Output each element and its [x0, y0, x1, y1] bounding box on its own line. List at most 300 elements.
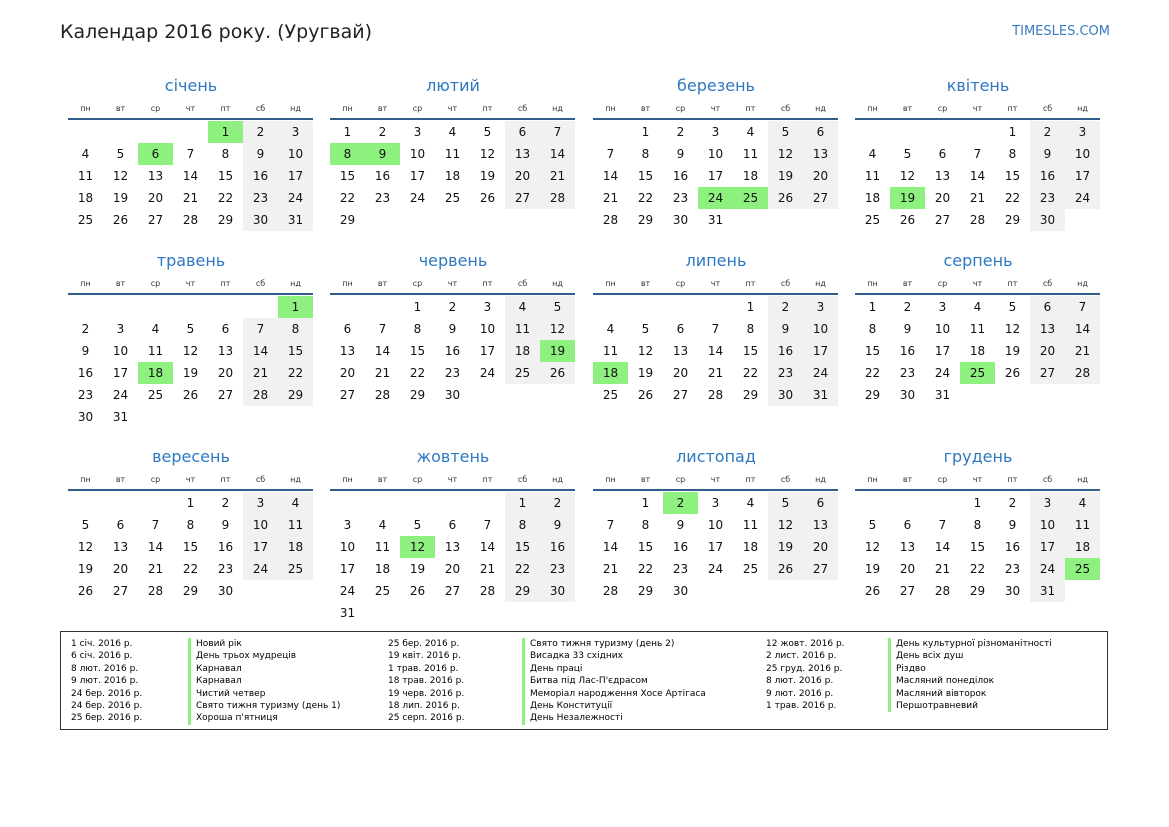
day-cell[interactable]: 11 [742, 147, 759, 161]
day-cell[interactable]: 26 [77, 584, 94, 598]
day-cell[interactable]: 10 [278, 143, 313, 165]
day-cell[interactable]: 25 [147, 388, 164, 402]
day-cell[interactable]: 27 [112, 584, 129, 598]
day-cell[interactable]: 21 [602, 191, 619, 205]
day-cell[interactable]: 13 [672, 344, 689, 358]
day-cell[interactable]: 30 [540, 580, 575, 602]
day-cell[interactable]: 1 [973, 496, 982, 510]
day-cell[interactable]: 30 [672, 584, 689, 598]
day-cell[interactable]: 23 [672, 191, 689, 205]
holiday-day[interactable]: 2 [663, 492, 698, 514]
day-cell[interactable]: 13 [934, 169, 951, 183]
day-cell[interactable]: 16 [1004, 540, 1021, 554]
day-cell[interactable]: 23 [672, 562, 689, 576]
day-cell[interactable]: 13 [112, 540, 129, 554]
day-cell[interactable]: 7 [186, 147, 195, 161]
day-cell[interactable]: 26 [479, 191, 496, 205]
day-cell[interactable]: 23 [444, 366, 461, 380]
day-cell[interactable]: 28 [374, 388, 391, 402]
day-cell[interactable]: 4 [378, 518, 387, 532]
day-cell[interactable]: 15 [409, 344, 426, 358]
holiday-day[interactable]: 6 [138, 143, 173, 165]
day-cell[interactable]: 13 [147, 169, 164, 183]
day-cell[interactable]: 5 [768, 121, 803, 143]
day-cell[interactable]: 2 [903, 300, 912, 314]
day-cell[interactable]: 16 [77, 366, 94, 380]
day-cell[interactable]: 20 [444, 562, 461, 576]
day-cell[interactable]: 8 [413, 322, 422, 336]
day-cell[interactable]: 3 [803, 296, 838, 318]
day-cell[interactable]: 11 [969, 322, 986, 336]
day-cell[interactable]: 1 [343, 125, 352, 139]
day-cell[interactable]: 15 [505, 536, 540, 558]
day-cell[interactable]: 29 [182, 584, 199, 598]
day-cell[interactable]: 17 [409, 169, 426, 183]
day-cell[interactable]: 6 [676, 322, 685, 336]
day-cell[interactable]: 25 [505, 362, 540, 384]
day-cell[interactable]: 22 [409, 366, 426, 380]
day-cell[interactable]: 21 [243, 362, 278, 384]
day-cell[interactable]: 8 [221, 147, 230, 161]
day-cell[interactable]: 14 [374, 344, 391, 358]
day-cell[interactable]: 1 [186, 496, 195, 510]
day-cell[interactable]: 13 [444, 540, 461, 554]
day-cell[interactable]: 26 [899, 213, 916, 227]
day-cell[interactable]: 22 [339, 191, 356, 205]
day-cell[interactable]: 18 [742, 169, 759, 183]
day-cell[interactable]: 10 [112, 344, 129, 358]
day-cell[interactable]: 6 [116, 518, 125, 532]
day-cell[interactable]: 3 [116, 322, 125, 336]
day-cell[interactable]: 13 [803, 514, 838, 536]
day-cell[interactable]: 2 [81, 322, 90, 336]
day-cell[interactable]: 26 [112, 213, 129, 227]
day-cell[interactable]: 24 [934, 366, 951, 380]
day-cell[interactable]: 19 [77, 562, 94, 576]
day-cell[interactable]: 21 [707, 366, 724, 380]
day-cell[interactable]: 8 [746, 322, 755, 336]
day-cell[interactable]: 15 [1004, 169, 1021, 183]
day-cell[interactable]: 29 [217, 213, 234, 227]
day-cell[interactable]: 23 [1004, 562, 1021, 576]
day-cell[interactable]: 17 [278, 165, 313, 187]
day-cell[interactable]: 8 [641, 147, 650, 161]
day-cell[interactable]: 16 [768, 340, 803, 362]
day-cell[interactable]: 25 [602, 388, 619, 402]
day-cell[interactable]: 22 [278, 362, 313, 384]
day-cell[interactable]: 13 [1030, 318, 1065, 340]
day-cell[interactable]: 26 [768, 187, 803, 209]
day-cell[interactable]: 16 [672, 169, 689, 183]
day-cell[interactable]: 24 [1030, 558, 1065, 580]
day-cell[interactable]: 11 [278, 514, 313, 536]
day-cell[interactable]: 4 [448, 125, 457, 139]
day-cell[interactable]: 7 [483, 518, 492, 532]
day-cell[interactable]: 29 [505, 580, 540, 602]
day-cell[interactable]: 1 [641, 125, 650, 139]
day-cell[interactable]: 8 [505, 514, 540, 536]
day-cell[interactable]: 8 [1008, 147, 1017, 161]
day-cell[interactable]: 7 [151, 518, 160, 532]
day-cell[interactable]: 15 [864, 344, 881, 358]
day-cell[interactable]: 31 [707, 213, 724, 227]
day-cell[interactable]: 19 [182, 366, 199, 380]
day-cell[interactable]: 23 [374, 191, 391, 205]
day-cell[interactable]: 2 [378, 125, 387, 139]
day-cell[interactable]: 5 [81, 518, 90, 532]
day-cell[interactable]: 23 [899, 366, 916, 380]
day-cell[interactable]: 16 [540, 536, 575, 558]
day-cell[interactable]: 20 [803, 165, 838, 187]
day-cell[interactable]: 10 [1030, 514, 1065, 536]
day-cell[interactable]: 19 [768, 536, 803, 558]
day-cell[interactable]: 4 [505, 296, 540, 318]
day-cell[interactable]: 8 [868, 322, 877, 336]
day-cell[interactable]: 30 [217, 584, 234, 598]
day-cell[interactable]: 22 [637, 191, 654, 205]
day-cell[interactable]: 30 [77, 410, 94, 424]
day-cell[interactable]: 15 [969, 540, 986, 554]
day-cell[interactable]: 1 [413, 300, 422, 314]
day-cell[interactable]: 7 [243, 318, 278, 340]
day-cell[interactable]: 6 [343, 322, 352, 336]
day-cell[interactable]: 23 [1030, 187, 1065, 209]
day-cell[interactable]: 25 [742, 562, 759, 576]
day-cell[interactable]: 6 [903, 518, 912, 532]
day-cell[interactable]: 6 [938, 147, 947, 161]
holiday-day[interactable]: 19 [540, 340, 575, 362]
day-cell[interactable]: 14 [540, 143, 575, 165]
day-cell[interactable]: 16 [899, 344, 916, 358]
day-cell[interactable]: 14 [182, 169, 199, 183]
day-cell[interactable]: 16 [374, 169, 391, 183]
day-cell[interactable]: 4 [1065, 492, 1100, 514]
day-cell[interactable]: 6 [803, 492, 838, 514]
day-cell[interactable]: 3 [711, 496, 720, 510]
day-cell[interactable]: 27 [672, 388, 689, 402]
day-cell[interactable]: 13 [899, 540, 916, 554]
day-cell[interactable]: 25 [77, 213, 94, 227]
day-cell[interactable]: 27 [1030, 362, 1065, 384]
day-cell[interactable]: 28 [182, 213, 199, 227]
day-cell[interactable]: 14 [1065, 318, 1100, 340]
day-cell[interactable]: 25 [444, 191, 461, 205]
holiday-day[interactable]: 25 [960, 362, 995, 384]
day-cell[interactable]: 17 [707, 169, 724, 183]
day-cell[interactable]: 14 [934, 540, 951, 554]
day-cell[interactable]: 21 [602, 562, 619, 576]
day-cell[interactable]: 25 [864, 213, 881, 227]
day-cell[interactable]: 1 [868, 300, 877, 314]
day-cell[interactable]: 28 [1065, 362, 1100, 384]
day-cell[interactable]: 19 [409, 562, 426, 576]
day-cell[interactable]: 28 [602, 584, 619, 598]
day-cell[interactable]: 11 [742, 518, 759, 532]
day-cell[interactable]: 3 [711, 125, 720, 139]
day-cell[interactable]: 17 [339, 562, 356, 576]
day-cell[interactable]: 19 [1004, 344, 1021, 358]
day-cell[interactable]: 30 [444, 388, 461, 402]
day-cell[interactable]: 9 [676, 518, 685, 532]
holiday-day[interactable]: 25 [1065, 558, 1100, 580]
day-cell[interactable]: 12 [768, 514, 803, 536]
day-cell[interactable]: 30 [768, 384, 803, 406]
holiday-day[interactable]: 19 [890, 187, 925, 209]
holiday-day[interactable]: 18 [593, 362, 628, 384]
day-cell[interactable]: 8 [278, 318, 313, 340]
day-cell[interactable]: 26 [637, 388, 654, 402]
day-cell[interactable]: 12 [1004, 322, 1021, 336]
day-cell[interactable]: 9 [221, 518, 230, 532]
day-cell[interactable]: 26 [182, 388, 199, 402]
day-cell[interactable]: 3 [1030, 492, 1065, 514]
day-cell[interactable]: 15 [278, 340, 313, 362]
day-cell[interactable]: 18 [505, 340, 540, 362]
day-cell[interactable]: 24 [707, 562, 724, 576]
day-cell[interactable]: 10 [409, 147, 426, 161]
day-cell[interactable]: 18 [444, 169, 461, 183]
day-cell[interactable]: 10 [1065, 143, 1100, 165]
day-cell[interactable]: 16 [243, 165, 278, 187]
day-cell[interactable]: 14 [147, 540, 164, 554]
day-cell[interactable]: 11 [864, 169, 881, 183]
day-cell[interactable]: 2 [448, 300, 457, 314]
day-cell[interactable]: 1 [1008, 125, 1017, 139]
day-cell[interactable]: 29 [339, 213, 356, 227]
day-cell[interactable]: 5 [641, 322, 650, 336]
day-cell[interactable]: 27 [934, 213, 951, 227]
day-cell[interactable]: 14 [602, 169, 619, 183]
day-cell[interactable]: 6 [448, 518, 457, 532]
day-cell[interactable]: 9 [1030, 143, 1065, 165]
day-cell[interactable]: 21 [182, 191, 199, 205]
day-cell[interactable]: 21 [479, 562, 496, 576]
day-cell[interactable]: 27 [444, 584, 461, 598]
day-cell[interactable]: 21 [374, 366, 391, 380]
day-cell[interactable]: 20 [339, 366, 356, 380]
day-cell[interactable]: 21 [540, 165, 575, 187]
day-cell[interactable]: 22 [182, 562, 199, 576]
day-cell[interactable]: 21 [969, 191, 986, 205]
day-cell[interactable]: 9 [540, 514, 575, 536]
day-cell[interactable]: 12 [182, 344, 199, 358]
day-cell[interactable]: 5 [186, 322, 195, 336]
day-cell[interactable]: 20 [217, 366, 234, 380]
day-cell[interactable]: 5 [483, 125, 492, 139]
day-cell[interactable]: 18 [77, 191, 94, 205]
day-cell[interactable]: 26 [540, 362, 575, 384]
day-cell[interactable]: 23 [540, 558, 575, 580]
day-cell[interactable]: 29 [278, 384, 313, 406]
day-cell[interactable]: 21 [147, 562, 164, 576]
day-cell[interactable]: 30 [1004, 584, 1021, 598]
day-cell[interactable]: 9 [676, 147, 685, 161]
day-cell[interactable]: 12 [112, 169, 129, 183]
day-cell[interactable]: 22 [505, 558, 540, 580]
day-cell[interactable]: 14 [969, 169, 986, 183]
day-cell[interactable]: 24 [1065, 187, 1100, 209]
day-cell[interactable]: 22 [864, 366, 881, 380]
day-cell[interactable]: 12 [479, 147, 496, 161]
day-cell[interactable]: 19 [637, 366, 654, 380]
day-cell[interactable]: 12 [77, 540, 94, 554]
day-cell[interactable]: 4 [746, 496, 755, 510]
day-cell[interactable]: 4 [81, 147, 90, 161]
day-cell[interactable]: 7 [973, 147, 982, 161]
holiday-day[interactable]: 8 [330, 143, 365, 165]
day-cell[interactable]: 6 [221, 322, 230, 336]
day-cell[interactable]: 2 [676, 125, 685, 139]
day-cell[interactable]: 11 [444, 147, 461, 161]
day-cell[interactable]: 4 [746, 125, 755, 139]
day-cell[interactable]: 22 [1004, 191, 1021, 205]
day-cell[interactable]: 2 [1008, 496, 1017, 510]
day-cell[interactable]: 31 [803, 384, 838, 406]
day-cell[interactable]: 10 [934, 322, 951, 336]
day-cell[interactable]: 22 [969, 562, 986, 576]
day-cell[interactable]: 27 [217, 388, 234, 402]
day-cell[interactable]: 28 [147, 584, 164, 598]
day-cell[interactable]: 4 [151, 322, 160, 336]
day-cell[interactable]: 18 [864, 191, 881, 205]
day-cell[interactable]: 20 [934, 191, 951, 205]
day-cell[interactable]: 31 [112, 410, 129, 424]
day-cell[interactable]: 12 [768, 143, 803, 165]
day-cell[interactable]: 11 [374, 540, 391, 554]
day-cell[interactable]: 31 [1030, 580, 1065, 602]
day-cell[interactable]: 17 [1030, 536, 1065, 558]
day-cell[interactable]: 30 [672, 213, 689, 227]
day-cell[interactable]: 11 [147, 344, 164, 358]
day-cell[interactable]: 30 [243, 209, 278, 231]
day-cell[interactable]: 29 [637, 584, 654, 598]
day-cell[interactable]: 29 [1004, 213, 1021, 227]
day-cell[interactable]: 7 [938, 518, 947, 532]
day-cell[interactable]: 5 [1008, 300, 1017, 314]
day-cell[interactable]: 26 [864, 584, 881, 598]
day-cell[interactable]: 10 [479, 322, 496, 336]
holiday-day[interactable]: 12 [400, 536, 435, 558]
day-cell[interactable]: 24 [479, 366, 496, 380]
day-cell[interactable]: 11 [602, 344, 619, 358]
day-cell[interactable]: 14 [602, 540, 619, 554]
day-cell[interactable]: 5 [768, 492, 803, 514]
day-cell[interactable]: 2 [1030, 121, 1065, 143]
day-cell[interactable]: 17 [479, 344, 496, 358]
day-cell[interactable]: 3 [243, 492, 278, 514]
day-cell[interactable]: 22 [637, 562, 654, 576]
day-cell[interactable]: 3 [278, 121, 313, 143]
day-cell[interactable]: 8 [186, 518, 195, 532]
day-cell[interactable]: 2 [243, 121, 278, 143]
day-cell[interactable]: 15 [339, 169, 356, 183]
day-cell[interactable]: 20 [1030, 340, 1065, 362]
day-cell[interactable]: 29 [864, 388, 881, 402]
day-cell[interactable]: 4 [278, 492, 313, 514]
day-cell[interactable]: 6 [505, 121, 540, 143]
day-cell[interactable]: 15 [637, 169, 654, 183]
day-cell[interactable]: 27 [339, 388, 356, 402]
day-cell[interactable]: 1 [505, 492, 540, 514]
day-cell[interactable]: 7 [711, 322, 720, 336]
day-cell[interactable]: 22 [742, 366, 759, 380]
day-cell[interactable]: 9 [81, 344, 90, 358]
day-cell[interactable]: 10 [339, 540, 356, 554]
day-cell[interactable]: 28 [479, 584, 496, 598]
day-cell[interactable]: 6 [803, 121, 838, 143]
day-cell[interactable]: 4 [973, 300, 982, 314]
day-cell[interactable]: 28 [540, 187, 575, 209]
day-cell[interactable]: 25 [374, 584, 391, 598]
day-cell[interactable]: 20 [505, 165, 540, 187]
day-cell[interactable]: 24 [339, 584, 356, 598]
day-cell[interactable]: 25 [278, 558, 313, 580]
day-cell[interactable]: 18 [278, 536, 313, 558]
day-cell[interactable]: 13 [803, 143, 838, 165]
day-cell[interactable]: 14 [707, 344, 724, 358]
day-cell[interactable]: 7 [606, 518, 615, 532]
day-cell[interactable]: 5 [116, 147, 125, 161]
day-cell[interactable]: 23 [77, 388, 94, 402]
day-cell[interactable]: 5 [868, 518, 877, 532]
day-cell[interactable]: 9 [768, 318, 803, 340]
day-cell[interactable]: 29 [742, 388, 759, 402]
day-cell[interactable]: 28 [969, 213, 986, 227]
day-cell[interactable]: 9 [243, 143, 278, 165]
holiday-day[interactable]: 1 [278, 296, 313, 318]
day-cell[interactable]: 17 [1065, 165, 1100, 187]
day-cell[interactable]: 5 [413, 518, 422, 532]
day-cell[interactable]: 3 [413, 125, 422, 139]
day-cell[interactable]: 20 [899, 562, 916, 576]
day-cell[interactable]: 8 [641, 518, 650, 532]
day-cell[interactable]: 15 [182, 540, 199, 554]
day-cell[interactable]: 12 [864, 540, 881, 554]
day-cell[interactable]: 16 [444, 344, 461, 358]
day-cell[interactable]: 13 [505, 143, 540, 165]
day-cell[interactable]: 12 [540, 318, 575, 340]
day-cell[interactable]: 18 [742, 540, 759, 554]
day-cell[interactable]: 8 [973, 518, 982, 532]
day-cell[interactable]: 7 [378, 322, 387, 336]
day-cell[interactable]: 13 [217, 344, 234, 358]
day-cell[interactable]: 24 [112, 388, 129, 402]
holiday-day[interactable]: 24 [698, 187, 733, 209]
day-cell[interactable]: 5 [903, 147, 912, 161]
day-cell[interactable]: 30 [899, 388, 916, 402]
day-cell[interactable]: 29 [409, 388, 426, 402]
day-cell[interactable]: 1 [641, 496, 650, 510]
day-cell[interactable]: 2 [768, 296, 803, 318]
day-cell[interactable]: 6 [1030, 296, 1065, 318]
day-cell[interactable]: 31 [278, 209, 313, 231]
day-cell[interactable]: 21 [934, 562, 951, 576]
day-cell[interactable]: 9 [448, 322, 457, 336]
day-cell[interactable]: 20 [672, 366, 689, 380]
day-cell[interactable]: 10 [803, 318, 838, 340]
day-cell[interactable]: 18 [374, 562, 391, 576]
day-cell[interactable]: 28 [602, 213, 619, 227]
day-cell[interactable]: 11 [1065, 514, 1100, 536]
day-cell[interactable]: 10 [243, 514, 278, 536]
day-cell[interactable]: 23 [768, 362, 803, 384]
day-cell[interactable]: 10 [707, 147, 724, 161]
day-cell[interactable]: 3 [1065, 121, 1100, 143]
day-cell[interactable]: 27 [803, 558, 838, 580]
day-cell[interactable]: 15 [742, 344, 759, 358]
day-cell[interactable]: 12 [899, 169, 916, 183]
day-cell[interactable]: 28 [934, 584, 951, 598]
